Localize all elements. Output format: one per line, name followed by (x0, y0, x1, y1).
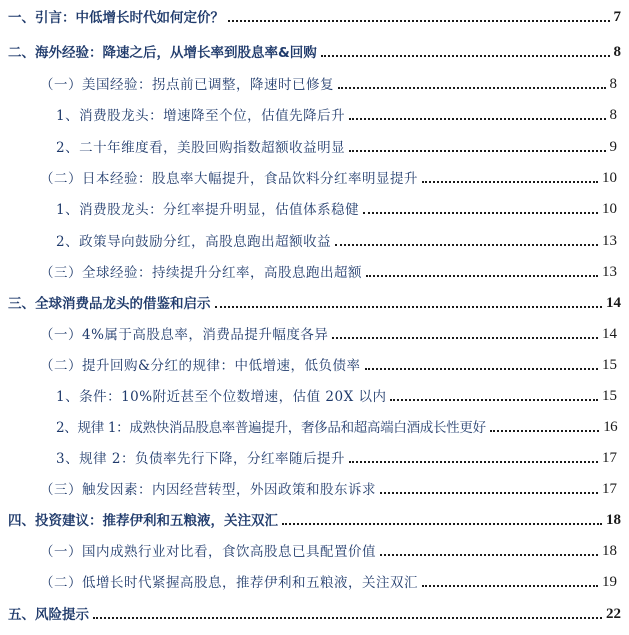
toc-entry-title: （一）美国经验：拐点前已调整，降速时已修复 (40, 77, 334, 93)
toc-entry-title: 1、消费股龙头：分红率提升明显，估值体系稳健 (56, 202, 360, 218)
toc-dot-leader (365, 368, 598, 370)
toc-entry-title: 四、投资建议：推荐伊利和五粮液，关注双汇 (8, 513, 278, 529)
toc-dot-leader (282, 523, 602, 525)
toc-entry-page: 14 (606, 295, 621, 311)
toc-dot-leader (490, 430, 599, 432)
toc-entry-title: 五、风险提示 (8, 607, 89, 623)
toc-entry-title: 2、规律 1：成熟快消品股息率普遍提升，奢侈品和超高端白酒成长性更好 (56, 420, 486, 436)
toc-entry-title: （一）4%属于高股息率，消费品提升幅度各异 (40, 327, 329, 343)
toc-entry-page: 14 (602, 326, 617, 342)
toc-entry-title: 1、消费股龙头：增速降至个位，估值先降后升 (56, 108, 346, 124)
toc-entry-2-3[interactable] (0, 259, 629, 281)
toc-entry-2[interactable] (0, 39, 629, 61)
toc-entry-title: 三、全球消费品龙头的借鉴和启示 (8, 296, 211, 312)
toc-dot-leader (228, 20, 610, 22)
toc-entry-title: 1、条件：10%附近甚至个位数增速，估值 20X 以内 (56, 389, 387, 405)
toc-dot-leader (363, 212, 598, 214)
toc-dot-leader (332, 337, 598, 339)
toc-dot-leader (93, 617, 602, 619)
toc-entry-page: 15 (602, 388, 617, 404)
toc-entry-3-3[interactable] (0, 476, 629, 498)
toc-entry-3-1[interactable] (0, 321, 629, 343)
toc-entry-2-2-1[interactable] (0, 196, 629, 218)
toc-entry-2-1-2[interactable] (0, 134, 629, 156)
toc-entry-title: （二）低增长时代紧握高股息，推荐伊利和五粮液，关注双汇 (40, 575, 418, 591)
toc-entry-2-2-2[interactable] (0, 228, 629, 250)
toc-entry-2-1[interactable] (0, 71, 629, 93)
toc-dot-leader (366, 275, 598, 277)
toc-entry-3-2[interactable] (0, 352, 629, 374)
toc-entry-2-2[interactable] (0, 165, 629, 187)
toc-entry-4-2[interactable] (0, 569, 629, 591)
toc-entry-2-1-1[interactable] (0, 102, 629, 124)
toc-dot-leader (335, 244, 598, 246)
toc-entry-3-2-2[interactable] (0, 414, 629, 436)
toc-entry-page: 17 (602, 481, 617, 497)
toc-entry-page: 18 (606, 512, 621, 528)
toc-entry-title: 二、海外经验：降速之后，从增长率到股息率&回购 (8, 45, 317, 61)
toc-entry-4-1[interactable] (0, 538, 629, 560)
toc-entry-page: 10 (602, 201, 617, 217)
toc-entry-title: 一、引言：中低增长时代如何定价？ (8, 10, 224, 26)
toc-entry-title: （二）提升回购&分红的规律：中低增速，低负债率 (40, 358, 361, 374)
toc-dot-leader (390, 399, 598, 401)
toc-entry-title: （二）日本经验：股息率大幅提升，食品饮料分红率明显提升 (40, 171, 418, 187)
toc-dot-leader (380, 492, 598, 494)
toc-entry-3[interactable] (0, 290, 629, 312)
toc-entry-page: 17 (602, 450, 617, 466)
toc-dot-leader (215, 306, 603, 308)
toc-entry-page: 8 (609, 107, 617, 123)
toc-dot-leader (349, 118, 605, 120)
toc-dot-leader (338, 87, 606, 89)
toc-entry-title: （一）国内成熟行业对比看，食饮高股息已具配置价值 (40, 544, 376, 560)
toc-entry-1[interactable] (0, 4, 629, 26)
toc-entry-page: 13 (602, 264, 617, 280)
toc-entry-page: 18 (602, 543, 617, 559)
toc-entry-3-2-3[interactable] (0, 445, 629, 467)
toc-entry-page: 8 (613, 44, 621, 60)
toc-dot-leader (380, 554, 598, 556)
toc-dot-leader (422, 181, 598, 183)
toc-entry-page: 15 (602, 357, 617, 373)
toc-entry-title: 2、政策导向鼓励分红，高股息跑出超额收益 (56, 234, 332, 250)
toc-entry-page: 16 (603, 419, 617, 435)
toc-entry-title: 3、规律 2：负债率先行下降，分红率随后提升 (56, 451, 345, 467)
toc-entry-page: 10 (602, 170, 617, 186)
toc-entry-3-2-1[interactable] (0, 383, 629, 405)
toc-dot-leader (422, 585, 598, 587)
toc-entry-title: （三）全球经验：持续提升分红率，高股息跑出超额 (40, 265, 362, 281)
toc-entry-5[interactable] (0, 601, 629, 623)
toc-entry-title: （三）触发因素：内因经营转型，外因政策和股东诉求 (40, 482, 376, 498)
toc-entry-page: 19 (602, 574, 617, 590)
toc-entry-page: 7 (613, 9, 621, 25)
toc-dot-leader (349, 150, 605, 152)
toc-entry-page: 8 (609, 76, 617, 92)
toc-entry-4[interactable] (0, 507, 629, 529)
toc-entry-page: 9 (609, 139, 617, 155)
toc-dot-leader (321, 55, 610, 57)
toc-entry-page: 22 (606, 606, 621, 622)
toc-dot-leader (349, 461, 598, 463)
toc-entry-page: 13 (602, 233, 617, 249)
toc-entry-title: 2、二十年维度看，美股回购指数超额收益明显 (56, 140, 346, 156)
